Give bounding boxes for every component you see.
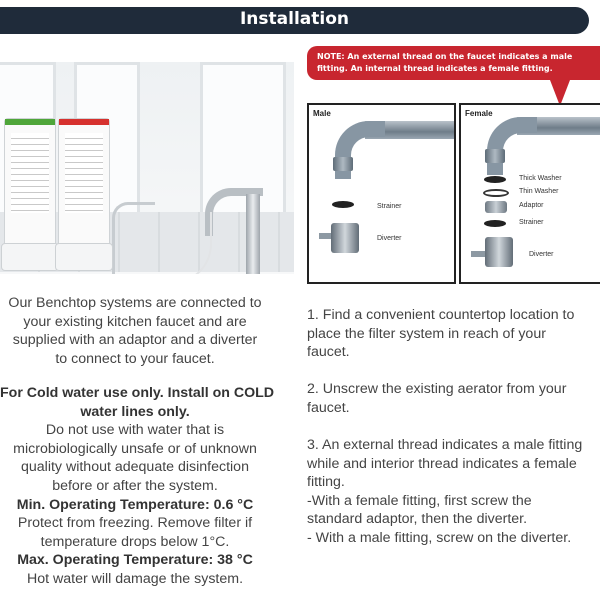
- faucet-bend: [487, 117, 537, 175]
- strainer-ring: [332, 201, 354, 208]
- diverter-part: [331, 223, 359, 253]
- step-3: 3. An external thread indicates a male fitting while and interior thread indicates a female fitting. -With a female fitting, first screw the standard adaptor, then the diverter. - With a male fitting, screw on the diverter.: [307, 437, 583, 546]
- female-diagram-title: Female: [465, 109, 493, 118]
- filter-unit-red: [58, 118, 110, 260]
- faucet-tip: [333, 157, 353, 171]
- note-callout: [307, 46, 600, 80]
- male-diagram-title: Male: [313, 109, 331, 118]
- adaptor-part: [485, 201, 507, 213]
- thick-washer-ring: [484, 176, 506, 183]
- thin-washer-ring: [483, 189, 509, 197]
- section-title: Installation: [239, 9, 349, 29]
- strainer-ring: [484, 220, 506, 227]
- male-fitting-diagram: [307, 103, 456, 284]
- usage-warnings: For Cold water use only. Install on COLD water lines only. Do not use with water that is microbiologically unsafe or of unknown quality without adequate disinfection before or after the system. Min. Operating Temperature: 0.6 °C Protect from freezing. Remove filter if temperature drops below 1°C. Max. Operating Temperature: 38 °C Hot water will damage the system.: [0, 385, 275, 587]
- section-banner: [0, 7, 589, 34]
- cold-water-warning: For Cold water use only. Install on COLD: [0, 385, 275, 401]
- min-temperature: Min. Operating Temperature: 0.6 °C: [16, 496, 254, 513]
- kitchen-faucet: [246, 194, 260, 274]
- label-thin-washer: Thin Washer: [519, 188, 559, 195]
- filter-unit-green: [4, 118, 56, 260]
- freeze-warning: Protect from freezing. Remove filter if: [17, 515, 253, 532]
- diverter-part: [485, 237, 513, 267]
- filter-hose: [150, 212, 212, 274]
- max-temperature: Max. Operating Temperature: 38 °C: [17, 552, 253, 569]
- disinfection-warning: Do not use with water that is: [45, 422, 225, 439]
- label-strainer: Strainer: [377, 203, 402, 210]
- intro-text: Our Benchtop systems are connected to your existing kitchen faucet and are supplied with an adaptor and a diverter to connect to your faucet.: [8, 295, 262, 367]
- note-line: fitting. An internal thread indicates a female fitting.: [317, 64, 553, 73]
- label-diverter: Diverter: [377, 235, 402, 242]
- product-photo: [0, 62, 294, 274]
- faucet-tip: [485, 149, 505, 163]
- female-fitting-diagram: [459, 103, 600, 284]
- filter-spout: [112, 202, 155, 274]
- label-adaptor: Adaptor: [519, 202, 544, 209]
- label-strainer: Strainer: [519, 219, 544, 226]
- step-2: 2. Unscrew the existing aerator from your faucet.: [307, 381, 567, 416]
- note-line: NOTE: An external thread on the faucet indicates a male: [317, 52, 573, 61]
- label-thick-washer: Thick Washer: [519, 175, 562, 182]
- label-diverter: Diverter: [529, 251, 554, 258]
- hot-water-warning: Hot water will damage the system.: [26, 570, 244, 587]
- step-1: 1. Find a convenient countertop location to place the filter system in reach of your faucet.: [307, 307, 575, 361]
